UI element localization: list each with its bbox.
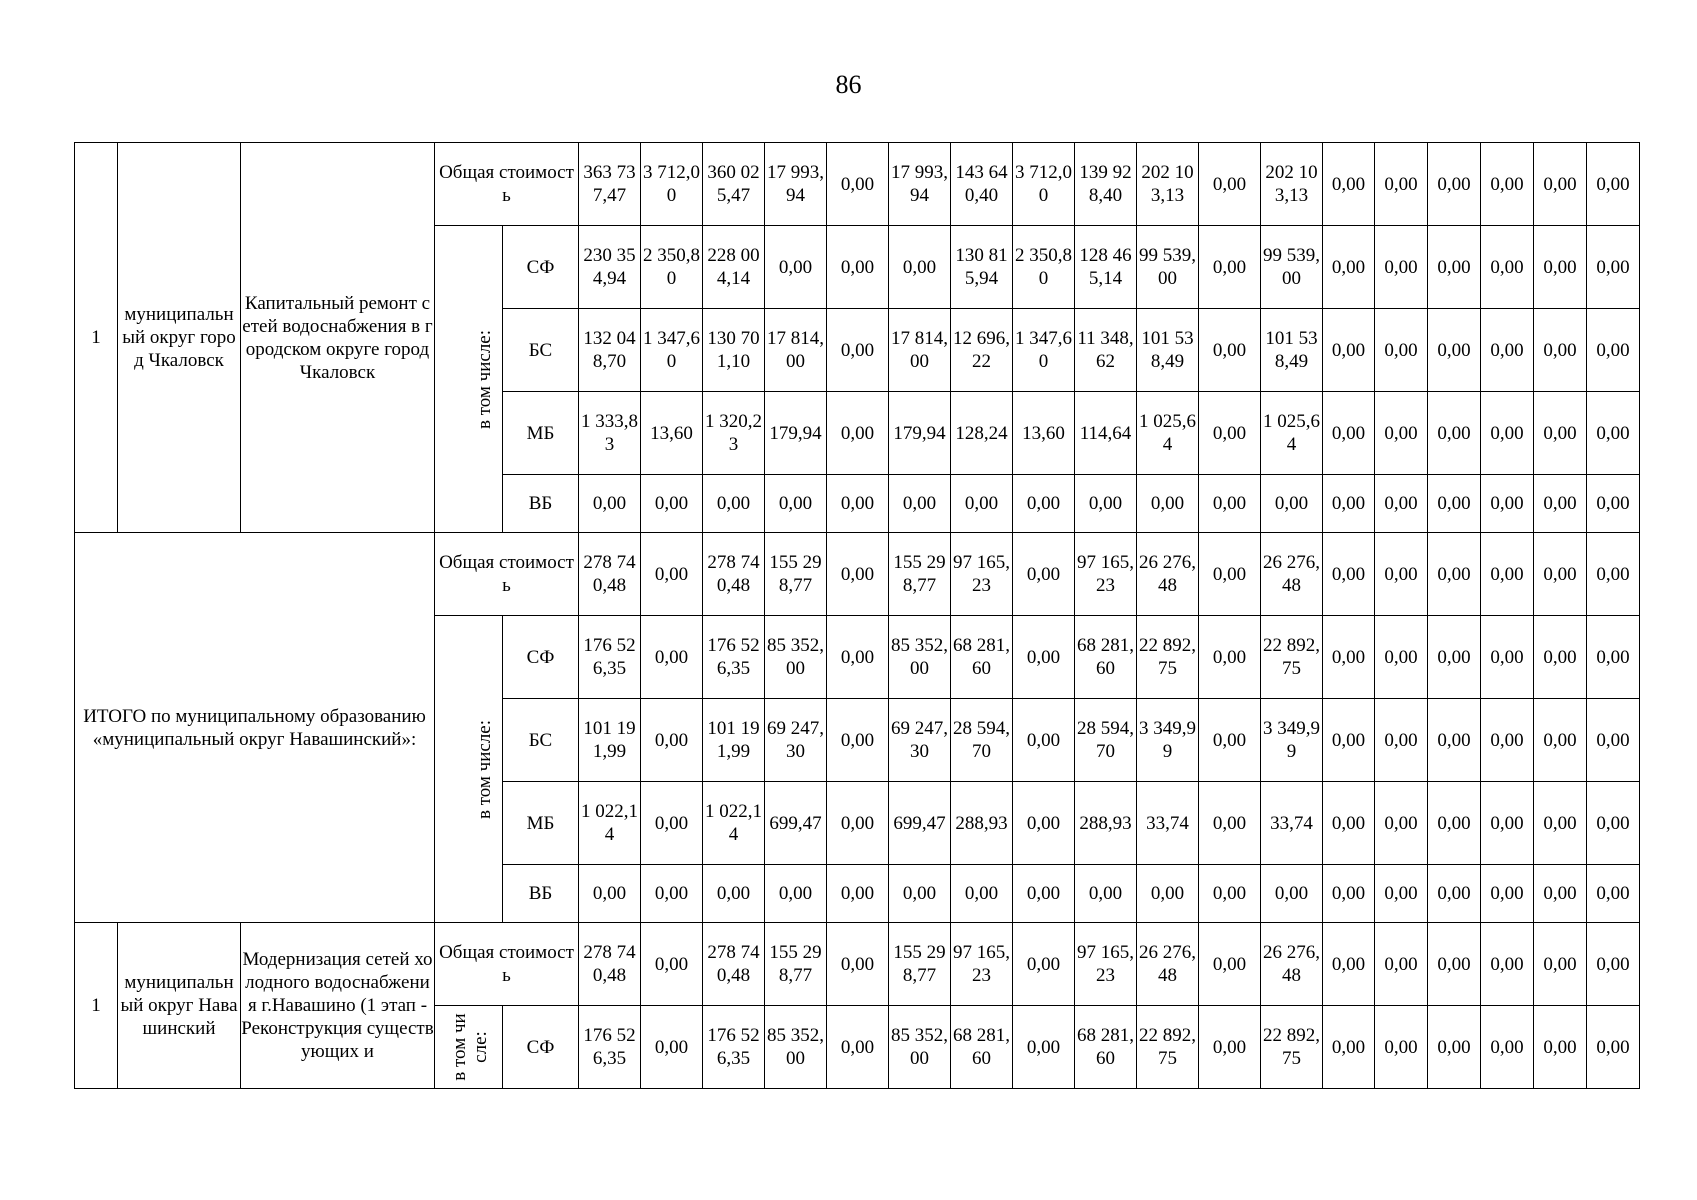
value-cell: 0,00 xyxy=(1199,309,1261,392)
value-cell: 0,00 xyxy=(1323,865,1375,923)
value-cell: 278 740,48 xyxy=(703,923,765,1006)
value-cell: 0,00 xyxy=(1481,392,1534,475)
table-row xyxy=(75,923,1640,1006)
value-cell: 0,00 xyxy=(827,865,889,923)
value-cell: 0,00 xyxy=(1534,309,1587,392)
sub-label: в том числе: xyxy=(435,1006,503,1089)
value-cell: 0,00 xyxy=(1199,616,1261,699)
value-cell: 26 276,48 xyxy=(1261,923,1323,1006)
value-cell: 0,00 xyxy=(641,533,703,616)
value-cell: 101 538,49 xyxy=(1137,309,1199,392)
value-cell: 26 276,48 xyxy=(1137,923,1199,1006)
value-cell: 0,00 xyxy=(1323,309,1375,392)
value-cell: 68 281,60 xyxy=(1075,1006,1137,1089)
value-cell: 0,00 xyxy=(1587,699,1640,782)
value-cell: 13,60 xyxy=(1013,392,1075,475)
value-cell: 0,00 xyxy=(1428,392,1481,475)
object-cell: Модернизация сетей холодного водоснабжения г.Навашино (1 этап - Реконструкция существующих и xyxy=(241,923,435,1089)
page-number: 86 xyxy=(835,70,862,99)
value-cell: 3 712,00 xyxy=(641,143,703,226)
value-cell: 0,00 xyxy=(1428,1006,1481,1089)
object-cell: Капитальный ремонт сетей водоснабжения в городском округе город Чкаловск xyxy=(241,143,435,533)
value-cell: 17 814,00 xyxy=(765,309,827,392)
value-cell: 28 594,70 xyxy=(951,699,1013,782)
value-cell: 12 696,22 xyxy=(951,309,1013,392)
value-cell: 0,00 xyxy=(1075,475,1137,533)
value-cell: 0,00 xyxy=(1428,699,1481,782)
owner-cell: муниципальный округ город Чкаловск xyxy=(118,143,241,533)
value-cell: 0,00 xyxy=(1534,475,1587,533)
value-cell: 0,00 xyxy=(827,533,889,616)
row-label: Общая стоимость xyxy=(435,923,579,1006)
value-cell: 33,74 xyxy=(1137,782,1199,865)
value-cell: 176 526,35 xyxy=(703,1006,765,1089)
row-label: СФ xyxy=(503,226,579,309)
value-cell: 155 298,77 xyxy=(765,533,827,616)
value-cell: 0,00 xyxy=(827,1006,889,1089)
row-label: МБ xyxy=(503,782,579,865)
value-cell: 0,00 xyxy=(1323,143,1375,226)
value-cell: 0,00 xyxy=(1013,533,1075,616)
value-cell: 155 298,77 xyxy=(889,533,951,616)
value-cell: 128 465,14 xyxy=(1075,226,1137,309)
row-label: БС xyxy=(503,309,579,392)
value-cell: 1 347,60 xyxy=(641,309,703,392)
value-cell: 176 526,35 xyxy=(703,616,765,699)
value-cell: 0,00 xyxy=(1587,226,1640,309)
value-cell: 176 526,35 xyxy=(579,616,641,699)
value-cell: 0,00 xyxy=(1534,533,1587,616)
value-cell: 176 526,35 xyxy=(579,1006,641,1089)
value-cell: 0,00 xyxy=(827,923,889,1006)
value-cell: 0,00 xyxy=(1199,226,1261,309)
value-cell: 0,00 xyxy=(579,475,641,533)
value-cell: 0,00 xyxy=(1534,392,1587,475)
row-label: Общая стоимость xyxy=(435,533,579,616)
value-cell: 0,00 xyxy=(1534,865,1587,923)
value-cell: 0,00 xyxy=(1013,616,1075,699)
value-cell: 0,00 xyxy=(827,226,889,309)
value-cell: 0,00 xyxy=(1261,865,1323,923)
value-cell: 139 928,40 xyxy=(1075,143,1137,226)
value-cell: 130 815,94 xyxy=(951,226,1013,309)
value-cell: 0,00 xyxy=(1428,309,1481,392)
value-cell: 0,00 xyxy=(1199,1006,1261,1089)
value-cell: 155 298,77 xyxy=(765,923,827,1006)
value-cell: 97 165,23 xyxy=(951,533,1013,616)
value-cell: 101 538,49 xyxy=(1261,309,1323,392)
value-cell: 0,00 xyxy=(1481,782,1534,865)
value-cell: 85 352,00 xyxy=(765,1006,827,1089)
row-number: 1 xyxy=(75,143,118,533)
value-cell: 0,00 xyxy=(889,865,951,923)
value-cell: 11 348,62 xyxy=(1075,309,1137,392)
value-cell: 28 594,70 xyxy=(1075,699,1137,782)
value-cell: 288,93 xyxy=(951,782,1013,865)
value-cell: 179,94 xyxy=(765,392,827,475)
value-cell: 0,00 xyxy=(1013,782,1075,865)
value-cell: 0,00 xyxy=(827,616,889,699)
row-label: ВБ xyxy=(503,865,579,923)
value-cell: 228 004,14 xyxy=(703,226,765,309)
value-cell: 0,00 xyxy=(1375,143,1428,226)
value-cell: 0,00 xyxy=(1137,865,1199,923)
value-cell: 22 892,75 xyxy=(1137,616,1199,699)
value-cell: 13,60 xyxy=(641,392,703,475)
value-cell: 0,00 xyxy=(1323,923,1375,1006)
value-cell: 0,00 xyxy=(1199,865,1261,923)
value-cell: 360 025,47 xyxy=(703,143,765,226)
value-cell: 0,00 xyxy=(765,475,827,533)
value-cell: 101 191,99 xyxy=(703,699,765,782)
value-cell: 0,00 xyxy=(1375,1006,1428,1089)
value-cell: 1 333,83 xyxy=(579,392,641,475)
value-cell: 0,00 xyxy=(1375,616,1428,699)
value-cell: 0,00 xyxy=(1323,392,1375,475)
value-cell: 97 165,23 xyxy=(1075,923,1137,1006)
value-cell: 0,00 xyxy=(1534,923,1587,1006)
value-cell: 0,00 xyxy=(1375,533,1428,616)
row-label: СФ xyxy=(503,616,579,699)
value-cell: 230 354,94 xyxy=(579,226,641,309)
value-cell: 114,64 xyxy=(1075,392,1137,475)
value-cell: 97 165,23 xyxy=(951,923,1013,1006)
value-cell: 0,00 xyxy=(1323,226,1375,309)
value-cell: 0,00 xyxy=(1199,475,1261,533)
value-cell: 0,00 xyxy=(1534,699,1587,782)
value-cell: 3 349,99 xyxy=(1137,699,1199,782)
row-label: СФ xyxy=(503,1006,579,1089)
value-cell: 0,00 xyxy=(1428,226,1481,309)
value-cell: 128,24 xyxy=(951,392,1013,475)
value-cell: 85 352,00 xyxy=(765,616,827,699)
value-cell: 97 165,23 xyxy=(1075,533,1137,616)
value-cell: 0,00 xyxy=(1481,226,1534,309)
value-cell: 0,00 xyxy=(1137,475,1199,533)
value-cell: 2 350,80 xyxy=(641,226,703,309)
value-cell: 0,00 xyxy=(1375,309,1428,392)
value-cell: 85 352,00 xyxy=(889,1006,951,1089)
value-cell: 0,00 xyxy=(827,782,889,865)
value-cell: 26 276,48 xyxy=(1137,533,1199,616)
row-label: ВБ xyxy=(503,475,579,533)
value-cell: 0,00 xyxy=(1199,143,1261,226)
value-cell: 0,00 xyxy=(1323,782,1375,865)
value-cell: 1 022,14 xyxy=(579,782,641,865)
row-label: БС xyxy=(503,699,579,782)
value-cell: 0,00 xyxy=(1013,699,1075,782)
value-cell: 99 539,00 xyxy=(1137,226,1199,309)
value-cell: 699,47 xyxy=(889,782,951,865)
value-cell: 0,00 xyxy=(1013,923,1075,1006)
value-cell: 288,93 xyxy=(1075,782,1137,865)
value-cell: 0,00 xyxy=(1375,699,1428,782)
value-cell: 0,00 xyxy=(1587,923,1640,1006)
value-cell: 0,00 xyxy=(1323,475,1375,533)
table-row xyxy=(75,533,1640,616)
value-cell: 0,00 xyxy=(641,616,703,699)
value-cell: 17 993,94 xyxy=(765,143,827,226)
value-cell: 3 712,00 xyxy=(1013,143,1075,226)
value-cell: 0,00 xyxy=(1199,533,1261,616)
value-cell: 0,00 xyxy=(951,475,1013,533)
value-cell: 0,00 xyxy=(1481,533,1534,616)
value-cell: 99 539,00 xyxy=(1261,226,1323,309)
value-cell: 0,00 xyxy=(1199,392,1261,475)
value-cell: 0,00 xyxy=(827,143,889,226)
value-cell: 278 740,48 xyxy=(703,533,765,616)
value-cell: 0,00 xyxy=(889,226,951,309)
value-cell: 0,00 xyxy=(1199,923,1261,1006)
value-cell: 0,00 xyxy=(1587,143,1640,226)
value-cell: 0,00 xyxy=(1428,865,1481,923)
value-cell: 68 281,60 xyxy=(951,616,1013,699)
value-cell: 202 103,13 xyxy=(1137,143,1199,226)
row-label: Общая стоимость xyxy=(435,143,579,226)
value-cell: 0,00 xyxy=(1587,309,1640,392)
value-cell: 17 814,00 xyxy=(889,309,951,392)
row-label: МБ xyxy=(503,392,579,475)
value-cell: 0,00 xyxy=(1428,923,1481,1006)
value-cell: 0,00 xyxy=(1481,699,1534,782)
value-cell: 17 993,94 xyxy=(889,143,951,226)
sub-label: в том числе: xyxy=(435,616,503,923)
value-cell: 0,00 xyxy=(1375,475,1428,533)
value-cell: 22 892,75 xyxy=(1261,1006,1323,1089)
value-cell: 0,00 xyxy=(1481,309,1534,392)
value-cell: 0,00 xyxy=(1534,226,1587,309)
value-cell: 0,00 xyxy=(1375,392,1428,475)
value-cell: 0,00 xyxy=(1587,533,1640,616)
value-cell: 26 276,48 xyxy=(1261,533,1323,616)
value-cell: 0,00 xyxy=(579,865,641,923)
value-cell: 0,00 xyxy=(641,782,703,865)
value-cell: 69 247,30 xyxy=(765,699,827,782)
value-cell: 0,00 xyxy=(1481,865,1534,923)
value-cell: 68 281,60 xyxy=(951,1006,1013,1089)
value-cell: 0,00 xyxy=(1375,226,1428,309)
value-cell: 0,00 xyxy=(1075,865,1137,923)
value-cell: 0,00 xyxy=(1261,475,1323,533)
value-cell: 0,00 xyxy=(703,865,765,923)
itogo-label: ИТОГО по муниципальному образованию «муниципальный округ Навашинский»: xyxy=(75,533,435,923)
value-cell: 22 892,75 xyxy=(1137,1006,1199,1089)
value-cell: 0,00 xyxy=(827,475,889,533)
value-cell: 0,00 xyxy=(1534,616,1587,699)
value-cell: 0,00 xyxy=(1199,782,1261,865)
value-cell: 132 048,70 xyxy=(579,309,641,392)
value-cell: 0,00 xyxy=(1013,475,1075,533)
value-cell: 278 740,48 xyxy=(579,533,641,616)
value-cell: 0,00 xyxy=(703,475,765,533)
value-cell: 0,00 xyxy=(951,865,1013,923)
value-cell: 0,00 xyxy=(641,923,703,1006)
value-cell: 1 025,64 xyxy=(1261,392,1323,475)
value-cell: 1 347,60 xyxy=(1013,309,1075,392)
value-cell: 0,00 xyxy=(765,865,827,923)
row-number: 1 xyxy=(75,923,118,1089)
value-cell: 0,00 xyxy=(1587,392,1640,475)
value-cell: 68 281,60 xyxy=(1075,616,1137,699)
value-cell: 69 247,30 xyxy=(889,699,951,782)
value-cell: 85 352,00 xyxy=(889,616,951,699)
value-cell: 0,00 xyxy=(641,1006,703,1089)
value-cell: 33,74 xyxy=(1261,782,1323,865)
value-cell: 0,00 xyxy=(1481,143,1534,226)
value-cell: 0,00 xyxy=(1534,782,1587,865)
value-cell: 1 022,14 xyxy=(703,782,765,865)
value-cell: 143 640,40 xyxy=(951,143,1013,226)
value-cell: 22 892,75 xyxy=(1261,616,1323,699)
value-cell: 0,00 xyxy=(1375,782,1428,865)
value-cell: 363 737,47 xyxy=(579,143,641,226)
value-cell: 0,00 xyxy=(1481,475,1534,533)
value-cell: 0,00 xyxy=(641,865,703,923)
value-cell: 0,00 xyxy=(1013,1006,1075,1089)
value-cell: 0,00 xyxy=(1323,1006,1375,1089)
value-cell: 0,00 xyxy=(1013,865,1075,923)
owner-cell: муниципальный округ Навашинский xyxy=(118,923,241,1089)
value-cell: 0,00 xyxy=(1428,616,1481,699)
value-cell: 278 740,48 xyxy=(579,923,641,1006)
value-cell: 179,94 xyxy=(889,392,951,475)
value-cell: 2 350,80 xyxy=(1013,226,1075,309)
sub-label: в том числе: xyxy=(435,226,503,533)
value-cell: 1 320,23 xyxy=(703,392,765,475)
value-cell: 0,00 xyxy=(1587,782,1640,865)
value-cell: 0,00 xyxy=(1375,865,1428,923)
value-cell: 0,00 xyxy=(1323,533,1375,616)
value-cell: 0,00 xyxy=(827,309,889,392)
value-cell: 0,00 xyxy=(1587,475,1640,533)
value-cell: 0,00 xyxy=(1481,1006,1534,1089)
table-row xyxy=(75,143,1640,226)
value-cell: 1 025,64 xyxy=(1137,392,1199,475)
value-cell: 0,00 xyxy=(1534,1006,1587,1089)
value-cell: 3 349,99 xyxy=(1261,699,1323,782)
value-cell: 202 103,13 xyxy=(1261,143,1323,226)
value-cell: 0,00 xyxy=(1481,923,1534,1006)
value-cell: 0,00 xyxy=(641,475,703,533)
value-cell: 0,00 xyxy=(1428,782,1481,865)
value-cell: 0,00 xyxy=(827,699,889,782)
value-cell: 0,00 xyxy=(1428,475,1481,533)
value-cell: 0,00 xyxy=(1587,1006,1640,1089)
budget-table xyxy=(74,142,1640,1089)
value-cell: 130 701,10 xyxy=(703,309,765,392)
value-cell: 699,47 xyxy=(765,782,827,865)
value-cell: 0,00 xyxy=(827,392,889,475)
value-cell: 0,00 xyxy=(1481,616,1534,699)
value-cell: 0,00 xyxy=(1323,616,1375,699)
value-cell: 101 191,99 xyxy=(579,699,641,782)
value-cell: 0,00 xyxy=(1199,699,1261,782)
value-cell: 0,00 xyxy=(1428,533,1481,616)
value-cell: 155 298,77 xyxy=(889,923,951,1006)
value-cell: 0,00 xyxy=(1587,865,1640,923)
value-cell: 0,00 xyxy=(765,226,827,309)
value-cell: 0,00 xyxy=(1428,143,1481,226)
value-cell: 0,00 xyxy=(641,699,703,782)
value-cell: 0,00 xyxy=(889,475,951,533)
value-cell: 0,00 xyxy=(1587,616,1640,699)
value-cell: 0,00 xyxy=(1323,699,1375,782)
value-cell: 0,00 xyxy=(1534,143,1587,226)
value-cell: 0,00 xyxy=(1375,923,1428,1006)
